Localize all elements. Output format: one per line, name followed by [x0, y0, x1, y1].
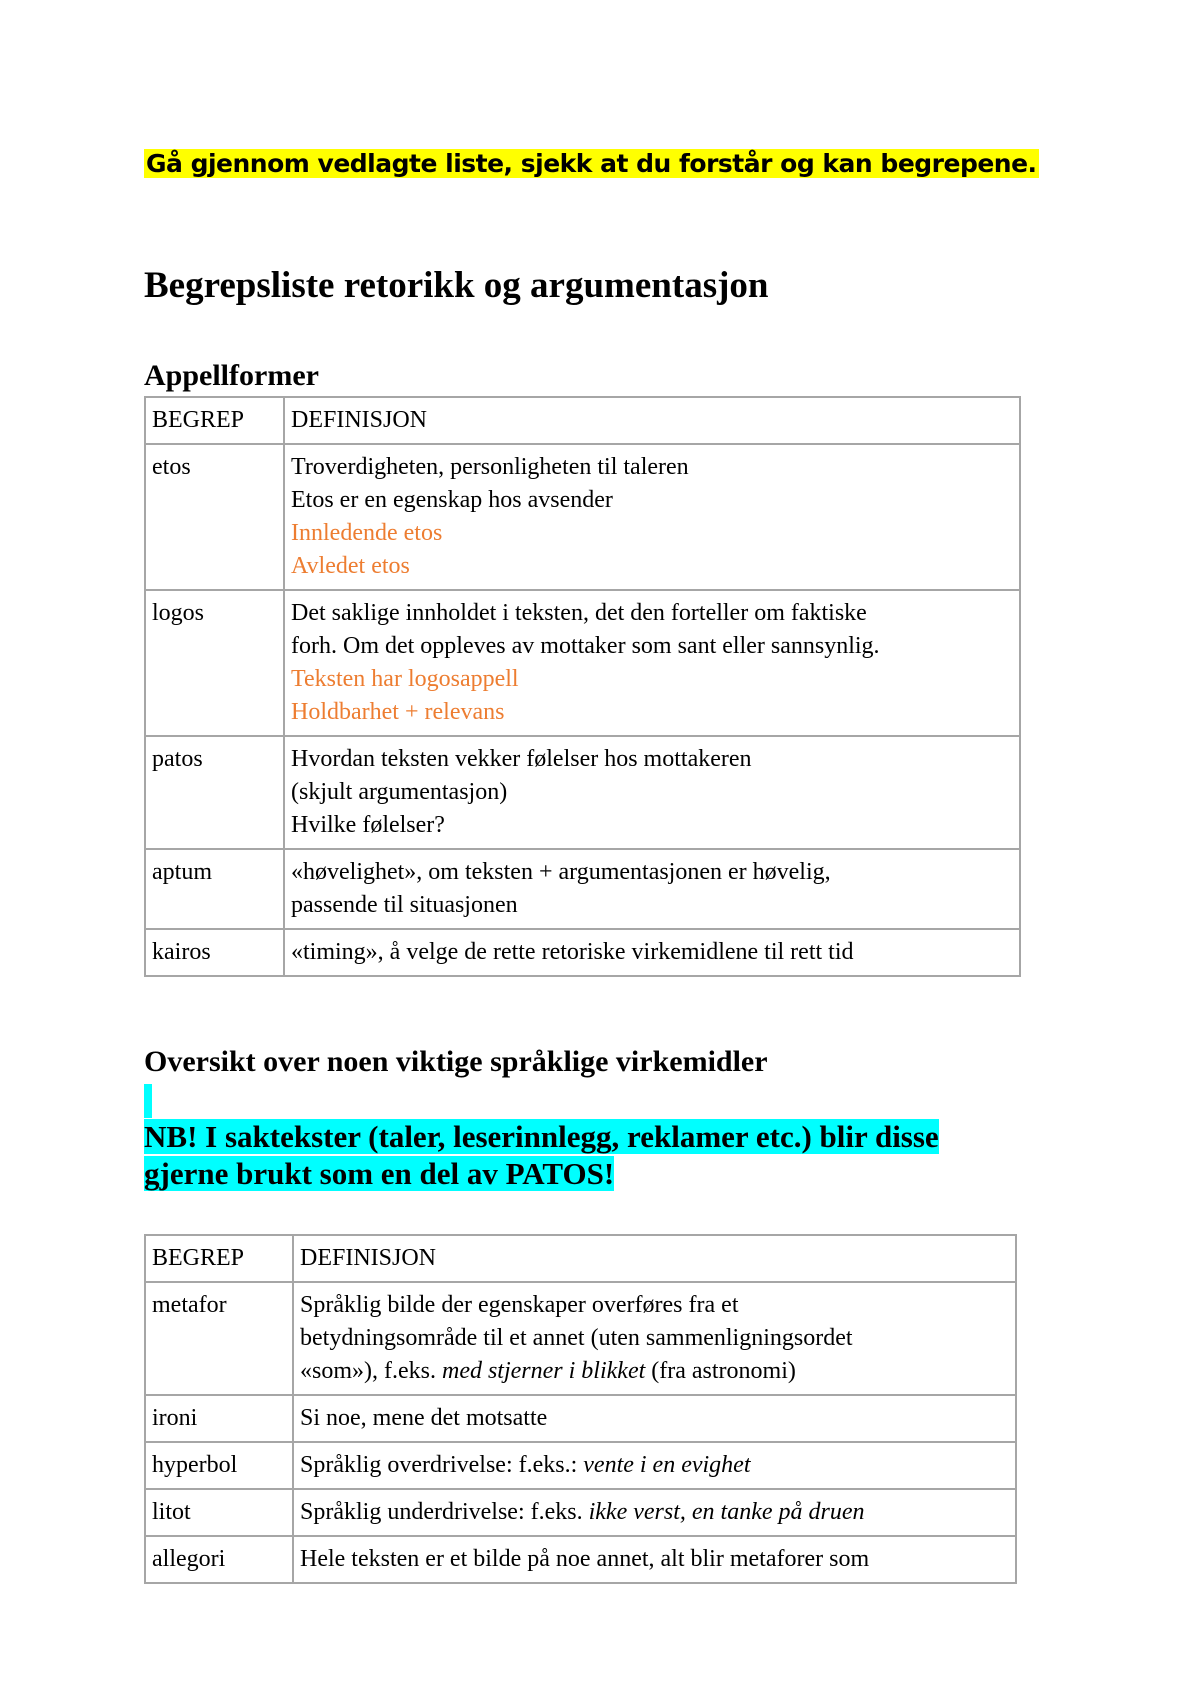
section-title-appellformer: Appellformer: [144, 359, 319, 392]
instruction-highlight: Gå gjennom vedlagte liste, sjekk at du forstår og kan begrepene.: [146, 149, 1037, 178]
term-etos: etos: [145, 444, 284, 590]
table-row-patos: [145, 736, 1020, 849]
table-row-litot: [145, 1489, 1016, 1536]
definition-text: Språklig overdrivelse: f.eks.:: [300, 1452, 584, 1478]
example-text: ikke verst, en tanke på druen: [588, 1499, 865, 1525]
highlight-marker: [144, 1084, 152, 1118]
definition-note: Holdbarhet + relevans: [291, 699, 505, 725]
section-title-virkemidler: Oversikt over noen viktige språklige virkemidler: [144, 1045, 768, 1078]
definition-line: Hvilke følelser?: [291, 812, 445, 838]
definition-text: Språklig underdrivelse: f.eks.: [300, 1499, 589, 1525]
instruction-text: [144, 145, 1039, 183]
definition-line: [300, 1355, 1009, 1388]
definition-hyperbol: [293, 1442, 1016, 1489]
table-row-etos: [145, 444, 1020, 590]
table-row-allegori: [145, 1536, 1016, 1583]
definition-line: betydningsområde til et annet (uten sammenligningsordet: [300, 1325, 853, 1351]
term-aptum: aptum: [145, 849, 284, 929]
appellformer-table: [144, 396, 1021, 977]
definition-line: Språklig bilde der egenskaper overføres fra et: [300, 1292, 739, 1318]
table-row-metafor: [145, 1282, 1016, 1395]
definition-ironi: Si noe, mene det motsatte: [293, 1395, 1016, 1442]
term-allegori: allegori: [145, 1536, 293, 1583]
table-row-ironi: [145, 1395, 1016, 1442]
definition-note: Teksten har logosappell: [291, 666, 519, 692]
nb-note-line-1: NB! I saktekster (taler, leserinnlegg, reklamer etc.) blir disse: [144, 1119, 939, 1154]
term-litot: litot: [145, 1489, 293, 1536]
definition-etos: [284, 444, 1020, 590]
header-term: BEGREP: [145, 1235, 293, 1282]
header-definition: DEFINISJON: [284, 397, 1020, 444]
term-logos: logos: [145, 590, 284, 736]
definition-patos: [284, 736, 1020, 849]
definition-line: Hvordan teksten vekker følelser hos mottakeren: [291, 746, 752, 772]
definition-text: «som»), f.eks.: [300, 1358, 442, 1384]
definition-line: Troverdigheten, personligheten til taleren: [291, 454, 689, 480]
definition-allegori: Hele teksten er et bilde på noe annet, alt blir metaforer som: [293, 1536, 1016, 1583]
definition-line: «høvelighet», om teksten + argumentasjonen er høvelig,: [291, 859, 831, 885]
definition-line: passende til situasjonen: [291, 892, 518, 918]
term-metafor: metafor: [145, 1282, 293, 1395]
header-definition: DEFINISJON: [293, 1235, 1016, 1282]
example-text: vente i en evighet: [583, 1452, 751, 1478]
definition-note: Innledende etos: [291, 520, 443, 546]
table-header-row: [145, 1235, 1016, 1282]
nb-note: [144, 1118, 939, 1192]
definition-text: (fra astronomi): [645, 1358, 796, 1384]
table-row-aptum: [145, 849, 1020, 929]
table-row-hyperbol: [145, 1442, 1016, 1489]
definition-aptum: [284, 849, 1020, 929]
definition-line: Etos er en egenskap hos avsender: [291, 487, 613, 513]
definition-logos: [284, 590, 1020, 736]
term-ironi: ironi: [145, 1395, 293, 1442]
nb-note-line-2: gjerne brukt som en del av PATOS!: [144, 1156, 615, 1191]
definition-line: Det saklige innholdet i teksten, det den forteller om faktiske: [291, 600, 867, 626]
table-row-kairos: [145, 929, 1020, 976]
definition-note: Avledet etos: [291, 553, 410, 579]
term-hyperbol: hyperbol: [145, 1442, 293, 1489]
table-row-logos: [145, 590, 1020, 736]
term-kairos: kairos: [145, 929, 284, 976]
virkemidler-table: [144, 1234, 1017, 1584]
header-term: BEGREP: [145, 397, 284, 444]
definition-metafor: [293, 1282, 1016, 1395]
definition-line: forh. Om det oppleves av mottaker som sant eller sannsynlig.: [291, 633, 880, 659]
document-title: Begrepsliste retorikk og argumentasjon: [144, 265, 769, 306]
term-patos: patos: [145, 736, 284, 849]
definition-kairos: [284, 929, 1020, 976]
example-text: med stjerner i blikket: [441, 1358, 646, 1384]
table-header-row: [145, 397, 1020, 444]
definition-line: «timing», å velge de rette retoriske virkemidlene til rett tid: [291, 939, 854, 965]
definition-line: (skjult argumentasjon): [291, 779, 508, 805]
definition-litot: [293, 1489, 1016, 1536]
